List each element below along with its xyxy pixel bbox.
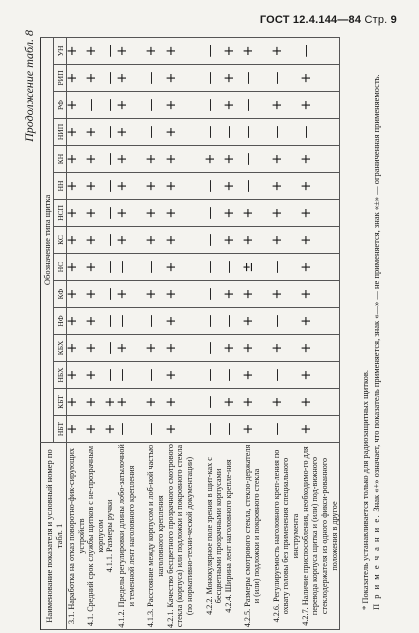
applicability-cell: + — [86, 65, 105, 92]
footnotes — [360, 40, 382, 630]
applicability-cell: — — [105, 362, 117, 389]
applicability-cell: + — [166, 281, 205, 308]
applicability-cell: — — [224, 119, 243, 146]
row-indicator-name: 4.2.2. Монокулярное поле зрения в щит-ках с бесцветными прозрачными корпусами — [205, 443, 224, 630]
applicability-cell: + — [67, 254, 87, 281]
applicability-cell: — — [272, 308, 301, 335]
footnote-note — [371, 40, 382, 630]
applicability-cell: — — [205, 335, 224, 362]
applicability-cell: — — [105, 92, 117, 119]
applicability-cell: + — [243, 389, 272, 416]
applicability-cell: + — [86, 281, 105, 308]
footnote-radio: * Показатель устанавливается только для радиозащитных щитков. — [360, 369, 370, 610]
applicability-cell: — — [205, 308, 224, 335]
applicability-cell: — — [272, 254, 301, 281]
applicability-cell: + — [243, 335, 272, 362]
applicability-cell: + — [117, 65, 146, 92]
applicability-cell: + — [272, 37, 301, 64]
applicability-cell: + — [301, 227, 340, 254]
applicability-cell: + — [67, 416, 87, 443]
applicability-cell: + — [301, 335, 340, 362]
note-text: Знак «+» означает, что показатель применяется, знак «—» — не применяется, знак «±» — ограниченная применяемость. — [371, 74, 381, 512]
applicability-cell: — — [224, 416, 243, 443]
applicability-cell: + — [301, 92, 340, 119]
applicability-cell: — — [272, 65, 301, 92]
row-indicator-name: 4.1. Средний срок службы щитков с не-прозрачным корпусом — [86, 443, 105, 630]
applicability-cell: + — [301, 362, 340, 389]
applicability-cell: + — [205, 146, 224, 173]
applicability-cell: — — [117, 308, 146, 335]
applicability-cell: + — [86, 362, 105, 389]
applicability-cell: — — [205, 119, 224, 146]
applicability-cell: + — [146, 281, 165, 308]
applicability-cell: — — [272, 416, 301, 443]
applicability-cell: — — [146, 65, 165, 92]
applicability-cell: + — [67, 227, 87, 254]
applicability-cell: — — [301, 119, 340, 146]
applicability-cell: + — [224, 389, 243, 416]
applicability-cell: — — [224, 362, 243, 389]
applicability-cell: — — [105, 200, 117, 227]
applicability-cell: + — [224, 173, 243, 200]
applicability-cell: — — [86, 92, 105, 119]
applicability-cell: + — [272, 227, 301, 254]
applicability-cell: — — [205, 173, 224, 200]
applicability-cell: + — [243, 281, 272, 308]
applicability-cell: + — [166, 119, 205, 146]
applicability-cell: + — [67, 281, 87, 308]
applicability-cell: — — [105, 335, 117, 362]
applicability-cell: + — [67, 92, 87, 119]
row-indicator-name: 4.1.1. Размеры ручки — [105, 443, 117, 630]
applicability-cell: — — [146, 362, 165, 389]
applicability-cell: + — [67, 308, 87, 335]
applicability-cell: ± — [243, 254, 272, 281]
applicability-cell: + — [86, 308, 105, 335]
name-column-header: Наименование показателя и условный номер по табл. 1 — [41, 443, 67, 630]
applicability-cell: + — [86, 200, 105, 227]
applicability-cell: — — [272, 119, 301, 146]
applicability-cell: — — [243, 119, 272, 146]
applicability-cell: + — [224, 146, 243, 173]
applicability-cell: + — [243, 308, 272, 335]
applicability-cell: + — [117, 92, 146, 119]
applicability-cell: + — [272, 335, 301, 362]
applicability-cell: — — [272, 362, 301, 389]
row-indicator-name: 4.2.4. Ширина лент наголовного крепле-ния — [224, 443, 243, 630]
applicability-cell: — — [205, 389, 224, 416]
applicability-cell: + — [272, 200, 301, 227]
applicability-cell: + — [146, 37, 165, 64]
type-column-header: НН — [54, 173, 67, 200]
applicability-cell: + — [67, 37, 87, 64]
type-column-header: КН — [54, 146, 67, 173]
applicability-cell: + — [224, 335, 243, 362]
applicability-cell: — — [105, 254, 117, 281]
applicability-cell: + — [67, 200, 87, 227]
applicability-cell: + — [272, 146, 301, 173]
applicability-cell: — — [224, 254, 243, 281]
applicability-cell: + — [272, 281, 301, 308]
applicability-cell: + — [224, 200, 243, 227]
applicability-cell: + — [86, 335, 105, 362]
applicability-cell: — — [224, 308, 243, 335]
applicability-cell: — — [105, 65, 117, 92]
standard-number: ГОСТ 12.4.144—84 — [259, 14, 362, 26]
applicability-cell: + — [146, 227, 165, 254]
applicability-cell: + — [117, 200, 146, 227]
page-header — [260, 14, 397, 26]
applicability-cell: — — [146, 416, 165, 443]
applicability-cell: + — [301, 254, 340, 281]
applicability-cell: + — [105, 416, 117, 443]
type-column-header: КФ — [54, 281, 67, 308]
applicability-cell: + — [86, 173, 105, 200]
row-indicator-name: 4.2.7. Наличие приспособления, необходимо-го для перевода корпуса щитка и (или) под-вижного стеклодержателя из одного фикси-рованного положения в другое — [301, 443, 340, 630]
row-indicator-name: 3.1. Наработка на отказ поворотно-фик-сирующих устройств — [67, 443, 87, 630]
applicability-cell: + — [67, 335, 87, 362]
applicability-cell: — — [243, 92, 272, 119]
applicability-cell: + — [117, 389, 146, 416]
applicability-cell: — — [243, 146, 272, 173]
applicability-cell: — — [146, 308, 165, 335]
applicability-cell: + — [301, 281, 340, 308]
applicability-cell: + — [67, 146, 87, 173]
applicability-cell: + — [166, 362, 205, 389]
applicability-cell: + — [166, 37, 205, 64]
type-column-header: НИП — [54, 119, 67, 146]
table-row — [301, 37, 340, 629]
type-column-header: УН — [54, 37, 67, 64]
applicability-cell: — — [105, 308, 117, 335]
row-indicator-name: 4.1.2. Пределы регулировки длины лобо-затылочной и теменной лент наголовного крепления — [117, 443, 146, 630]
applicability-cell: — — [205, 200, 224, 227]
applicability-cell: + — [117, 173, 146, 200]
applicability-cell: — — [243, 65, 272, 92]
applicability-cell: + — [272, 173, 301, 200]
applicability-cell: — — [205, 92, 224, 119]
applicability-cell: — — [205, 416, 224, 443]
applicability-cell: — — [105, 281, 117, 308]
applicability-cell: + — [243, 227, 272, 254]
applicability-cell: + — [146, 146, 165, 173]
applicability-cell: + — [243, 200, 272, 227]
applicability-cell: + — [301, 389, 340, 416]
applicability-cell: + — [301, 173, 340, 200]
type-column-header: НФ — [54, 308, 67, 335]
applicability-cell: + — [224, 37, 243, 64]
note-label: П р и м е ч а н и е. — [371, 513, 381, 610]
applicability-cell: + — [166, 254, 205, 281]
page-label: Стр. — [364, 14, 388, 26]
table-continuation-caption: Продолжение табл. 8 — [22, 30, 36, 142]
row-indicator-name: 4.2.6. Регулируемость наголовного креп-ления по охвату головы без применения специального инструмента — [272, 443, 301, 630]
applicability-cell: — — [205, 65, 224, 92]
table-row — [205, 37, 224, 629]
applicability-cell: — — [117, 254, 146, 281]
applicability-cell: — — [301, 37, 340, 64]
applicability-cell: + — [224, 227, 243, 254]
applicability-cell: + — [67, 362, 87, 389]
applicability-cell: + — [117, 37, 146, 64]
type-column-header: КБХ — [54, 335, 67, 362]
applicability-cell: — — [105, 227, 117, 254]
applicability-cell: + — [117, 146, 146, 173]
applicability-cell: + — [117, 227, 146, 254]
applicability-cell: — — [105, 146, 117, 173]
applicability-cell: + — [86, 146, 105, 173]
table-row — [243, 37, 272, 629]
applicability-cell: + — [166, 389, 205, 416]
applicability-cell: + — [86, 254, 105, 281]
applicability-cell: — — [146, 119, 165, 146]
applicability-cell: + — [166, 92, 205, 119]
applicability-cell: + — [146, 389, 165, 416]
applicability-cell: + — [146, 173, 165, 200]
type-column-header: КБТ — [54, 389, 67, 416]
applicability-cell: + — [146, 200, 165, 227]
applicability-cell: + — [166, 227, 205, 254]
type-column-header: НБТ — [54, 416, 67, 443]
applicability-cell: + — [272, 389, 301, 416]
applicability-cell: — — [205, 281, 224, 308]
applicability-cell: + — [243, 416, 272, 443]
applicability-cell: + — [243, 362, 272, 389]
applicability-cell: + — [166, 335, 205, 362]
applicability-cell: — — [146, 92, 165, 119]
applicability-cell: + — [86, 227, 105, 254]
applicability-cell: — — [205, 362, 224, 389]
applicability-cell: + — [301, 65, 340, 92]
applicability-cell: + — [67, 173, 87, 200]
page-number: 9 — [390, 14, 397, 26]
applicability-cell: + — [67, 389, 87, 416]
applicability-cell: — — [146, 254, 165, 281]
applicability-cell: + — [67, 119, 87, 146]
row-indicator-name: 4.2.1. Качество бесцветного прозрачного смотрового стекла (корпуса) или подложки и покровного стекла (по нормативно-техни-ческой документации) — [166, 443, 205, 630]
type-column-header: НСП — [54, 200, 67, 227]
applicability-cell: + — [86, 119, 105, 146]
applicability-cell: + — [166, 65, 205, 92]
applicability-cell: + — [301, 200, 340, 227]
applicability-cell: — — [105, 173, 117, 200]
applicability-cell: — — [243, 173, 272, 200]
applicability-cell: + — [86, 37, 105, 64]
table-row — [166, 37, 205, 629]
table-row — [224, 37, 243, 629]
type-column-header: РФ — [54, 92, 67, 119]
applicability-cell: + — [166, 146, 205, 173]
applicability-cell: + — [301, 308, 340, 335]
row-indicator-name: 4.1.3. Расстояние между корпусом и лоб-ной частью наголовного крепления — [146, 443, 165, 630]
applicability-cell: + — [243, 37, 272, 64]
applicability-cell: + — [224, 65, 243, 92]
type-column-header: НБХ — [54, 362, 67, 389]
applicability-cell: — — [205, 37, 224, 64]
type-group-header: Обозначение типа щитка — [41, 37, 54, 442]
applicability-cell: + — [224, 281, 243, 308]
applicability-cell: + — [117, 281, 146, 308]
applicability-cell: + — [86, 389, 105, 416]
applicability-cell: + — [301, 146, 340, 173]
table-row — [146, 37, 165, 629]
applicability-cell: — — [117, 416, 146, 443]
applicability-cell: — — [205, 254, 224, 281]
applicability-cell: — — [105, 37, 117, 64]
applicability-cell: + — [301, 416, 340, 443]
type-column-header: КС — [54, 227, 67, 254]
applicability-cell: + — [166, 200, 205, 227]
applicability-cell: — — [105, 119, 117, 146]
applicability-cell: + — [146, 335, 165, 362]
row-indicator-name: 4.2.5. Размеры смотрового стекла, стекло-держателя и (или) подложки и покровного стекла — [243, 443, 272, 630]
applicability-cell: + — [272, 92, 301, 119]
type-column-header: НС — [54, 254, 67, 281]
type-column-header: РИП — [54, 65, 67, 92]
properties-table — [40, 37, 340, 630]
applicability-cell: + — [166, 416, 205, 443]
applicability-cell: — — [117, 362, 146, 389]
applicability-cell: + — [224, 92, 243, 119]
applicability-cell: + — [117, 119, 146, 146]
applicability-cell: + — [105, 389, 117, 416]
table-row — [272, 37, 301, 629]
applicability-cell: + — [67, 65, 87, 92]
applicability-cell: + — [86, 416, 105, 443]
applicability-cell: — — [205, 227, 224, 254]
applicability-cell: + — [166, 173, 205, 200]
applicability-cell: + — [166, 308, 205, 335]
table-row — [117, 37, 146, 629]
applicability-cell: + — [117, 335, 146, 362]
rotated-table-area — [22, 30, 402, 630]
